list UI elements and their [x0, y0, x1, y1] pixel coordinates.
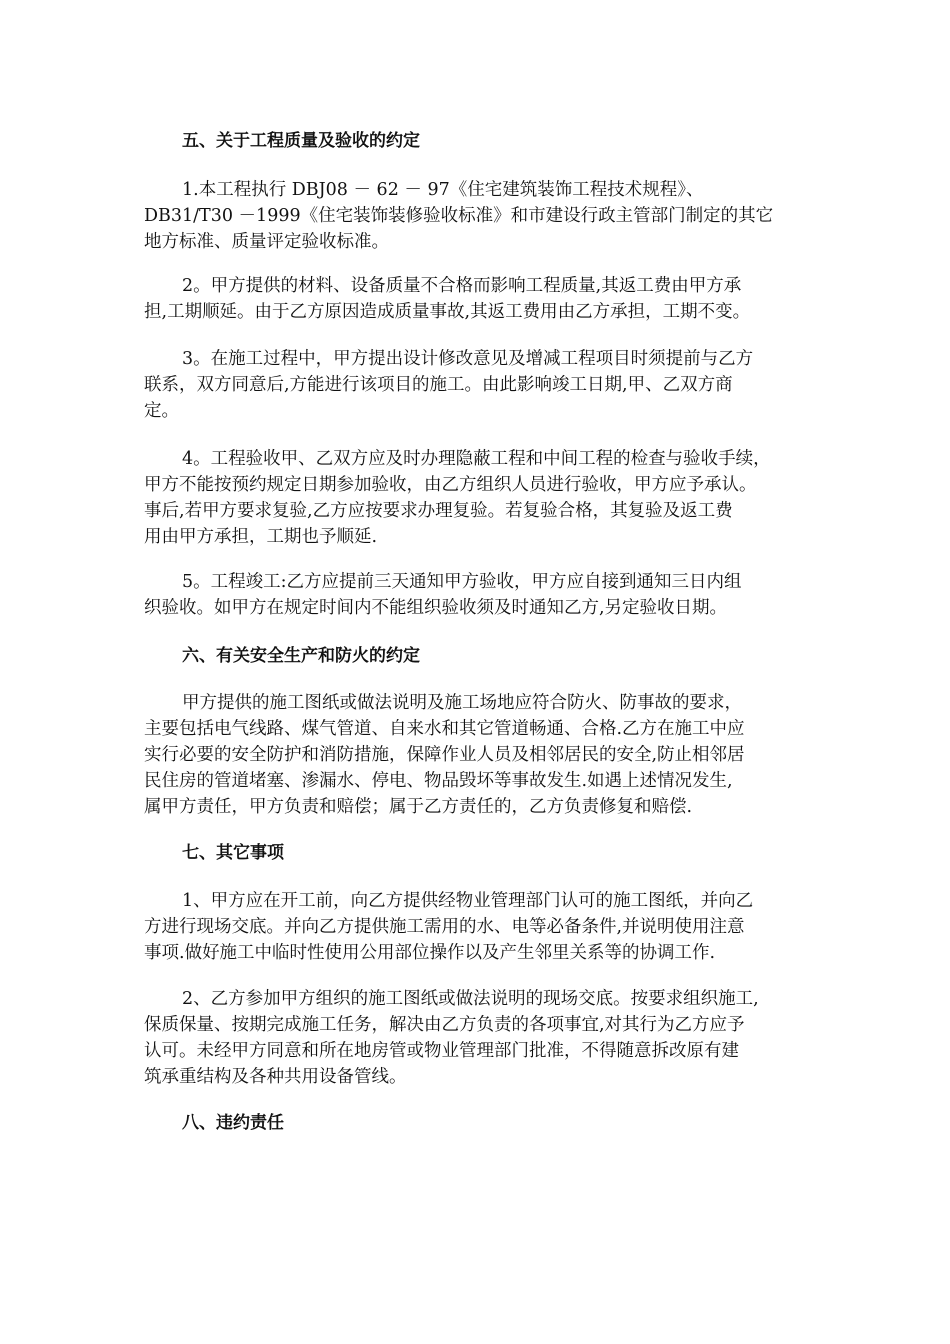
- paragraph-line: 5。工程竣工:乙方应提前三天通知甲方验收，甲方应自接到通知三日内组: [182, 572, 742, 592]
- paragraph-line: 织验收。如甲方在规定时间内不能组织验收须及时通知乙方,另定验收日期。: [144, 598, 728, 618]
- section-heading-text: 七、其它事项: [182, 843, 284, 863]
- paragraph-line: 保质保量、按期完成施工任务，解决由乙方负责的各项事宜,对其行为乙方应予: [144, 1015, 745, 1035]
- paragraph-line: 筑承重结构及各种共用设备管线。: [144, 1067, 407, 1087]
- paragraph: [144, 346, 816, 424]
- section-heading-text: 八、违约责任: [182, 1113, 284, 1133]
- paragraph: [144, 888, 816, 966]
- paragraph-line: 主要包括电气线路、煤气管道、自来水和其它管道畅通、合格.乙方在施工中应: [144, 719, 745, 739]
- paragraph: [144, 569, 816, 621]
- section-heading: [144, 643, 816, 669]
- paragraph-line: 4。工程验收甲、乙双方应及时办理隐蔽工程和中间工程的检查与验收手续，: [182, 449, 771, 469]
- section-heading: [144, 1110, 816, 1136]
- paragraph-line: 1.本工程执行 DBJ08 － 62 － 97《住宅建筑装饰工程技术规程》、: [182, 180, 704, 200]
- paragraph-line: 认可。未经甲方同意和所在地房管或物业管理部门批准，不得随意拆改原有建: [144, 1041, 739, 1061]
- paragraph-line: 联系，双方同意后,方能进行该项目的施工。由此影响竣工日期,甲、乙双方商: [144, 375, 733, 395]
- paragraph-line: 1、甲方应在开工前，向乙方提供经物业管理部门认可的施工图纸，并向乙: [182, 891, 754, 911]
- paragraph-line: 民住房的管道堵塞、渗漏水、停电、物品毁坏等事故发生.如遇上述情况发生,: [144, 771, 733, 791]
- paragraph-line: 甲方不能按预约规定日期参加验收，由乙方组织人员进行验收，甲方应予承认。: [144, 475, 757, 495]
- section-heading-text: 五、关于工程质量及验收的约定: [182, 131, 420, 151]
- paragraph: [144, 446, 816, 550]
- section-heading-text: 六、有关安全生产和防火的约定: [182, 646, 420, 666]
- paragraph-line: 事项.做好施工中临时性使用公用部位操作以及产生邻里关系等的协调工作.: [144, 943, 716, 963]
- paragraph-line: 地方标准、质量评定验收标准。: [144, 232, 389, 252]
- paragraph: [144, 986, 816, 1090]
- paragraph-line: 3。在施工过程中，甲方提出设计修改意见及增减工程项目时须提前与乙方: [182, 349, 754, 369]
- paragraph-line: 2。甲方提供的材料、设备质量不合格而影响工程质量,其返工费由甲方承: [182, 276, 742, 296]
- paragraph-line: 担,工期顺延。由于乙方原因造成质量事故,其返工费用由乙方承担，工期不变。: [144, 302, 751, 322]
- paragraph-line: 实行必要的安全防护和消防措施，保障作业人员及相邻居民的安全,防止相邻居: [144, 745, 745, 765]
- paragraph-line: 甲方提供的施工图纸或做法说明及施工场地应符合防火、防事故的要求，: [182, 693, 742, 713]
- paragraph-line: 方进行现场交底。并向乙方提供施工需用的水、电等必备条件,并说明使用注意: [144, 917, 745, 937]
- paragraph: [144, 177, 816, 255]
- paragraph-line: DB31/T30 －1999《住宅装饰装修验收标准》和市建设行政主管部门制定的其它: [144, 206, 774, 226]
- section-heading: [144, 840, 816, 866]
- paragraph: [144, 273, 816, 325]
- paragraph-line: 定。: [144, 401, 179, 421]
- section-heading: [144, 128, 816, 154]
- paragraph-line: 用由甲方承担，工期也予顺延.: [144, 527, 378, 547]
- paragraph-line: 属甲方责任，甲方负责和赔偿；属于乙方责任的，乙方负责修复和赔偿.: [144, 797, 693, 817]
- paragraph: [144, 690, 816, 820]
- paragraph-line: 2、乙方参加甲方组织的施工图纸或做法说明的现场交底。按要求组织施工,: [182, 989, 759, 1009]
- paragraph-line: 事后,若甲方要求复验,乙方应按要求办理复验。若复验合格，其复验及返工费: [144, 501, 733, 521]
